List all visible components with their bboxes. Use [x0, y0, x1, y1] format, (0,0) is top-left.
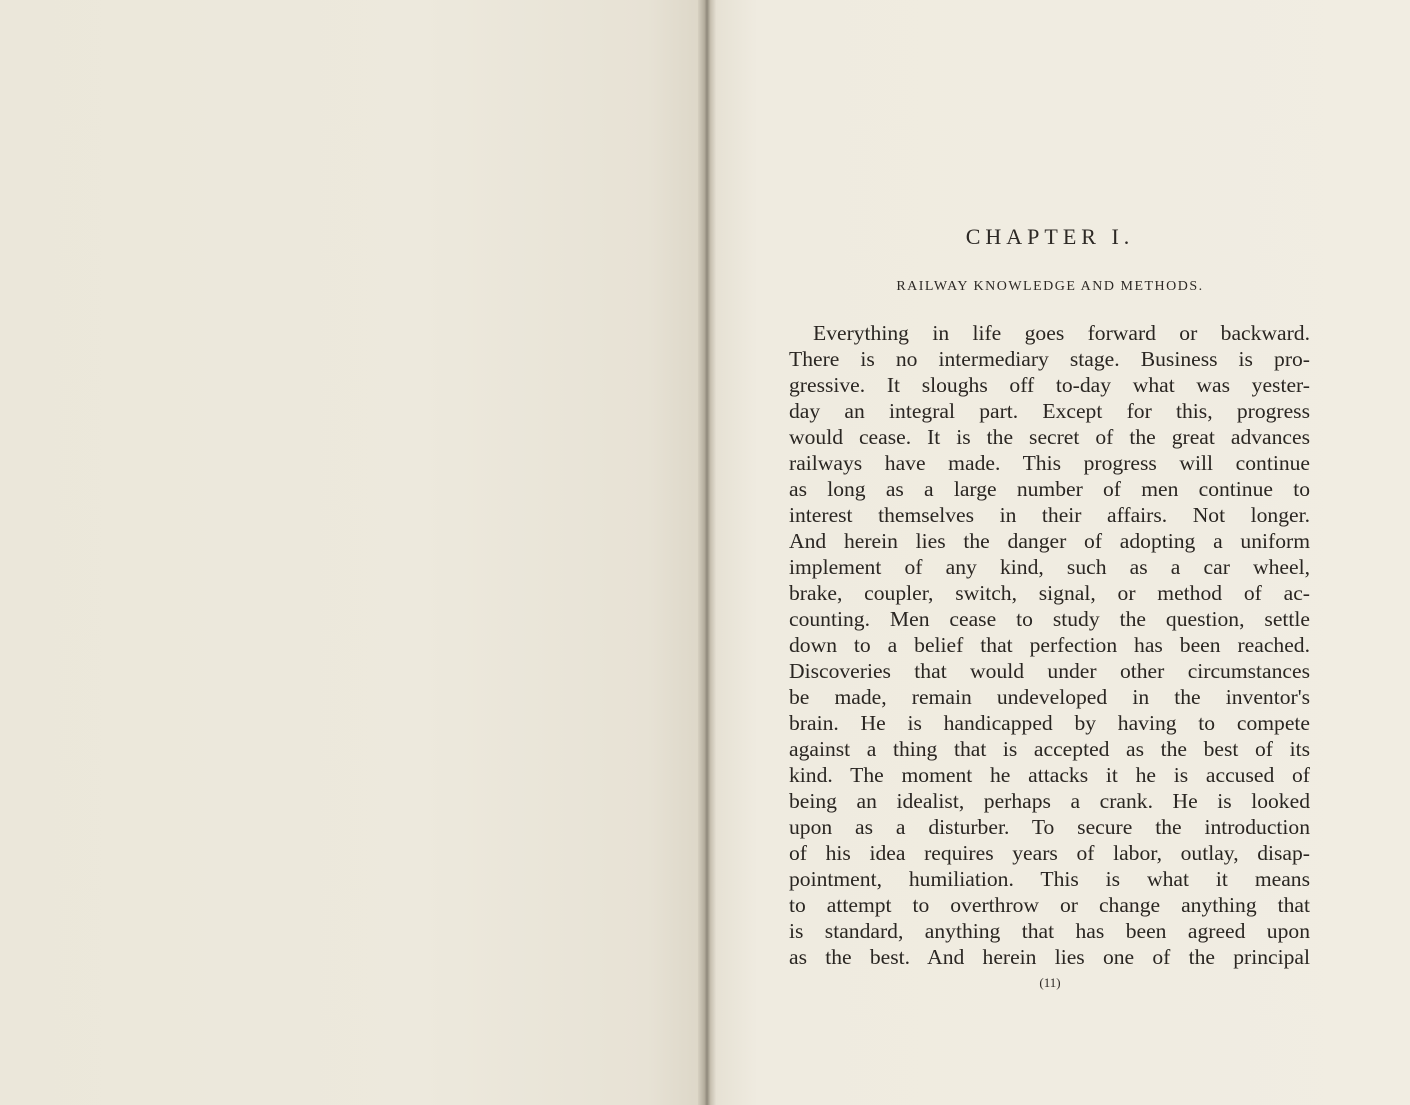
body-line: upon as a disturber. To secure the introduction [789, 815, 1310, 839]
body-line: pointment, humiliation. This is what it means [789, 867, 1310, 891]
body-line: day an integral part. Except for this, progress [789, 399, 1310, 423]
body-line: kind. The moment he attacks it he is accused of [789, 763, 1310, 787]
left-page-blank [0, 0, 704, 1105]
body-line: gressive. It sloughs off to-day what was yester- [789, 373, 1310, 397]
chapter-subtitle: RAILWAY KNOWLEDGE AND METHODS. [896, 279, 1204, 294]
chapter-body-text [789, 320, 1310, 970]
body-line: Everything in life goes forward or backward. [813, 321, 1310, 345]
body-line: There is no intermediary stage. Business is pro- [789, 347, 1310, 371]
body-line: And herein lies the danger of adopting a uniform [789, 529, 1310, 553]
body-line: implement of any kind, such as a car wheel, [789, 555, 1310, 579]
body-line: interest themselves in their affairs. Not longer. [789, 503, 1310, 527]
body-line: counting. Men cease to study the question, settle [789, 607, 1310, 631]
body-line: brain. He is handicapped by having to compete [789, 711, 1310, 735]
body-line: brake, coupler, switch, signal, or method of ac- [789, 581, 1310, 605]
body-line: of his idea requires years of labor, outlay, disap- [789, 841, 1310, 865]
show-through-text [0, 478, 704, 504]
body-line: against a thing that is accepted as the best of its [789, 737, 1310, 761]
body-line: as long as a large number of men continue to [789, 477, 1310, 501]
book-gutter [698, 0, 716, 1105]
body-line: to attempt to overthrow or change anything that [789, 893, 1310, 917]
body-line: down to a belief that perfection has been reached. [789, 633, 1310, 657]
body-line: as the best. And herein lies one of the principal [789, 945, 1310, 969]
body-line: Discoveries that would under other circumstances [789, 659, 1310, 683]
body-line: would cease. It is the secret of the great advances [789, 425, 1310, 449]
chapter-title: CHAPTER I. [965, 224, 1135, 249]
page-number: (11) [1039, 975, 1061, 990]
body-line: be made, remain undeveloped in the inventor's [789, 685, 1310, 709]
body-line: is standard, anything that has been agreed upon [789, 919, 1310, 943]
body-line: railways have made. This progress will continue [789, 451, 1310, 475]
body-line: being an idealist, perhaps a crank. He is looked [789, 789, 1310, 813]
